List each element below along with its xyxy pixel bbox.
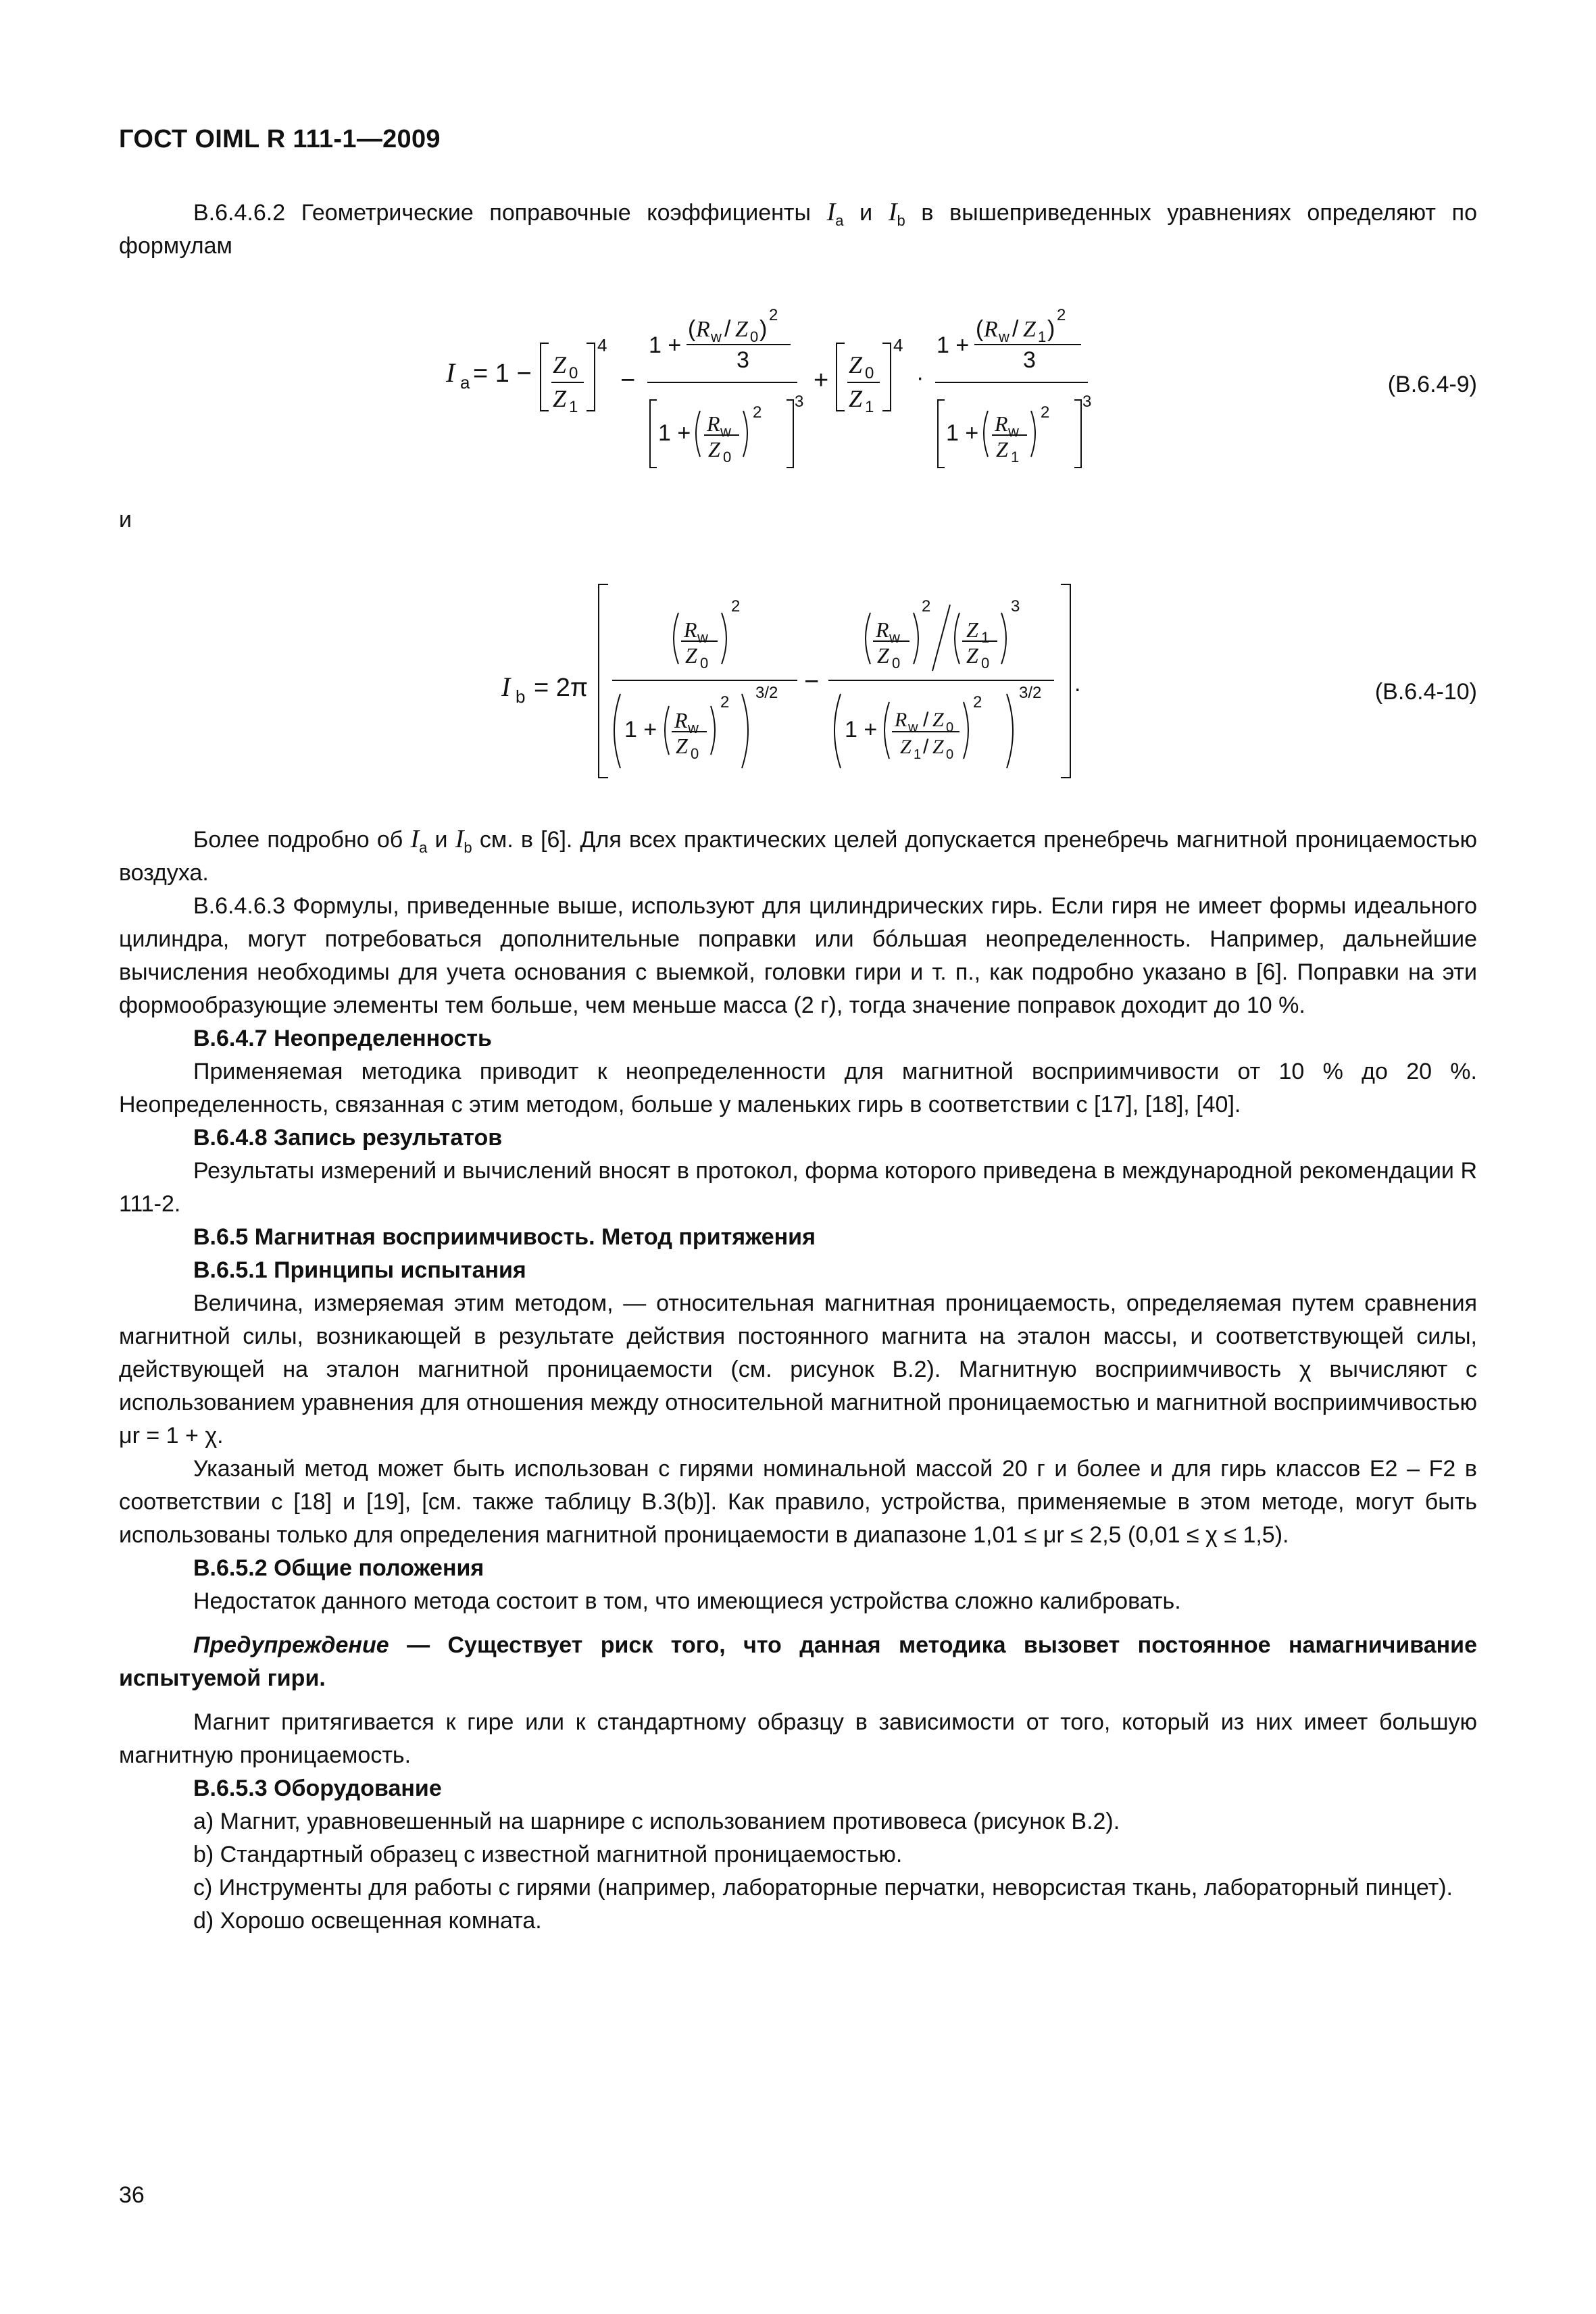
f2-exp3: 3 bbox=[1011, 597, 1020, 615]
svg-text:R: R bbox=[895, 709, 907, 731]
warning-lead: Предупреждение bbox=[193, 1632, 389, 1658]
formula-b649 bbox=[0, 291, 1596, 486]
svg-text:2: 2 bbox=[1057, 306, 1066, 324]
svg-text:w: w bbox=[697, 629, 708, 646]
svg-text:/: / bbox=[923, 736, 929, 758]
svg-text:.: . bbox=[1074, 671, 1081, 697]
svg-text:2: 2 bbox=[922, 597, 931, 615]
svg-text:3: 3 bbox=[1023, 347, 1036, 373]
svg-text:R: R bbox=[696, 317, 710, 342]
svg-text:·: · bbox=[916, 365, 924, 391]
paragraph-p2: В.6.4.6.3 Формулы, приведенные выше, используют для цилиндрических гирь. Если гиря не имеет формы идеального цилиндра, могут потребоваться дополнительные поправки или бóльшая неопределенность. Например, дальнейшие вычисления необходимы для учета основания с выемкой, головки гири и т. п., как подробно указано в [6]. Поправки на эти формообразующие элементы тем больше, чем меньше масса (2 г), тогда значение поправок доходит до 10 %. bbox=[119, 893, 1477, 1018]
f1-z0-a: Z bbox=[553, 351, 567, 378]
symbol-ia: I bbox=[826, 198, 836, 226]
svg-text:−: − bbox=[620, 366, 636, 395]
svg-text:w: w bbox=[1008, 423, 1019, 440]
f2-lhs-sub: b bbox=[516, 686, 526, 707]
svg-text:): ) bbox=[759, 316, 768, 342]
svg-text:Z: Z bbox=[966, 643, 978, 668]
paragraph-p6: Указаный метод может быть использован с гирями номинальной массой 20 г и более и для гирь классов E2 – F2 в соответствии с [18] и [19], [см. также таблицу В.3(b)]. Как правило, устройства, применяемые в этом методе, могут быть использованы только для определения магнитной проницаемости в диапазоне 1,01 ≤ μr ≤ 2,5 (0,01 ≤ χ ≤ 1,5). bbox=[119, 1456, 1477, 1548]
f2-oneplus-a: 1 + bbox=[624, 717, 657, 743]
svg-text:w: w bbox=[720, 423, 731, 440]
f1-eq: = 1 − bbox=[473, 359, 532, 388]
svg-text:Z: Z bbox=[996, 437, 1008, 461]
svg-text:0: 0 bbox=[691, 745, 699, 762]
svg-text:2: 2 bbox=[731, 597, 741, 615]
p1-pre: Более подробно об bbox=[193, 827, 411, 853]
f1-exp4-a: 4 bbox=[597, 335, 607, 355]
paragraph-p3: Применяемая методика приводит к неопределенности для магнитной восприимчивости от 10 % до 20 %. Неопределенность, связанная с этим методом, больше у маленьких гирь в соответствии с [17], [18], [40]. bbox=[119, 1059, 1477, 1117]
svg-text:1 +: 1 + bbox=[658, 420, 691, 446]
svg-text:3: 3 bbox=[795, 393, 804, 411]
svg-text:Z: Z bbox=[1023, 317, 1036, 342]
svg-text:2: 2 bbox=[720, 693, 730, 711]
svg-text:2: 2 bbox=[769, 306, 778, 324]
formula-b649-graphic bbox=[0, 291, 1596, 486]
svg-text:(: ( bbox=[976, 316, 984, 342]
heading-b647: В.6.4.7 Неопределенность bbox=[193, 1026, 492, 1051]
svg-text:1: 1 bbox=[569, 398, 578, 416]
svg-text:1: 1 bbox=[865, 398, 874, 416]
f1-oneplus-a: 1 + bbox=[649, 332, 682, 358]
svg-text:0: 0 bbox=[892, 655, 901, 672]
body-text bbox=[119, 823, 1477, 1938]
svg-text:0: 0 bbox=[946, 720, 954, 735]
list-item-b: b) Стандартный образец с известной магнитной проницаемостью. bbox=[193, 1842, 903, 1867]
intro-paragraph bbox=[119, 196, 1477, 263]
symbol-ia-sub: a bbox=[835, 211, 844, 229]
p1-post: см. в [6]. Для всех практических целей допускается пренебречь магнитной проницаемостью воздуха. bbox=[119, 827, 1477, 886]
formula-b6410-graphic bbox=[0, 578, 1596, 787]
f1-lhs-sub: a bbox=[460, 372, 470, 393]
warning-text: — Существует риск того, что данная методика вызовет постоянное намагничивание испытуемой гири. bbox=[119, 1632, 1477, 1691]
paragraph-p7: Недостаток данного метода состоит в том, что имеющиеся устройства сложно калибровать. bbox=[193, 1588, 1181, 1614]
svg-text:0: 0 bbox=[946, 747, 954, 762]
paragraph-p5: Величина, измеряемая этим методом, — относительная магнитная проницаемость, определяемая путем сравнения магнитной силы, возникающей в результате действия постоянного магнита на эталон массы, и соответствующей силы, действующей на эталон магнитной проницаемости (см. рисунок В.2). Магнитную восприимчивость χ вычисляют с использованием уравнения для отношения между относительной магнитной проницаемостью и магнитной восприимчивостью μr = 1 + χ. bbox=[119, 1290, 1477, 1449]
heading-b653: В.6.5.3 Оборудование bbox=[193, 1776, 442, 1801]
svg-text:1: 1 bbox=[981, 629, 990, 646]
f1-lhs: I bbox=[446, 357, 455, 388]
svg-text:Z: Z bbox=[676, 734, 688, 758]
svg-text:R: R bbox=[684, 618, 697, 642]
list-item-c: c) Инструменты для работы с гирями (например, лабораторные перчатки, неворсистая ткань, лабораторный пинцет). bbox=[193, 1875, 1453, 1901]
heading-b65: В.6.5 Магнитная восприимчивость. Метод притяжения bbox=[193, 1224, 816, 1250]
formula-b6410 bbox=[0, 578, 1596, 787]
svg-text:1: 1 bbox=[1011, 449, 1020, 466]
svg-text:w: w bbox=[688, 720, 699, 736]
svg-text:R: R bbox=[674, 708, 688, 732]
svg-text:0: 0 bbox=[569, 364, 578, 382]
f2-eq: = 2π bbox=[534, 674, 589, 702]
svg-text:Z: Z bbox=[708, 437, 720, 461]
svg-text:0: 0 bbox=[723, 449, 732, 466]
svg-text:4: 4 bbox=[893, 335, 903, 355]
f1-three-a: 3 bbox=[737, 347, 749, 373]
svg-text:w: w bbox=[999, 328, 1009, 345]
svg-text:1: 1 bbox=[914, 747, 922, 762]
svg-text:0: 0 bbox=[750, 328, 759, 345]
svg-text:1 +: 1 + bbox=[845, 717, 878, 743]
heading-b648: В.6.4.8 Запись результатов bbox=[193, 1125, 503, 1151]
f2-lhs: I bbox=[501, 672, 511, 702]
svg-text:+: + bbox=[814, 366, 829, 395]
svg-text:3: 3 bbox=[1082, 393, 1092, 411]
paragraph-p4: Результаты измерений и вычислений вносят в протокол, форма которого приведена в международной рекомендации R 111-2. bbox=[119, 1158, 1477, 1217]
svg-text:w: w bbox=[908, 720, 918, 735]
p1-mid: и bbox=[427, 827, 455, 853]
f2-exp32-a: 3/2 bbox=[755, 684, 778, 702]
svg-text:0: 0 bbox=[865, 364, 874, 382]
intro-text-pre: В.6.4.6.2 Геометрические поправочные коэффициенты bbox=[193, 200, 827, 226]
formula-b6410-label: (В.6.4-10) bbox=[1374, 679, 1477, 705]
heading-b652: В.6.5.2 Общие положения bbox=[193, 1555, 484, 1581]
f1-z1-a: Z bbox=[553, 385, 567, 412]
svg-text:Z: Z bbox=[966, 618, 978, 642]
svg-text:Z: Z bbox=[849, 385, 863, 412]
svg-text:1 +: 1 + bbox=[937, 332, 970, 358]
svg-text:Z: Z bbox=[735, 317, 748, 342]
svg-text:/: / bbox=[724, 316, 731, 342]
svg-text:Z: Z bbox=[877, 643, 889, 668]
svg-text:R: R bbox=[984, 317, 998, 342]
svg-text:0: 0 bbox=[981, 655, 990, 672]
page-number: 36 bbox=[119, 2182, 145, 2208]
svg-text:/: / bbox=[1012, 316, 1019, 342]
svg-text:2: 2 bbox=[1041, 403, 1050, 422]
svg-text:R: R bbox=[876, 618, 889, 642]
svg-text:R: R bbox=[995, 411, 1008, 436]
svg-text:Z: Z bbox=[900, 736, 912, 758]
svg-text:): ) bbox=[1047, 316, 1055, 342]
heading-b651: В.6.5.1 Принципы испытания bbox=[193, 1257, 526, 1283]
svg-text:w: w bbox=[889, 629, 900, 646]
svg-text:3/2: 3/2 bbox=[1019, 684, 1042, 702]
svg-text:Z: Z bbox=[932, 709, 944, 731]
svg-text:R: R bbox=[707, 411, 720, 436]
list-item-d: d) Хорошо освещенная комната. bbox=[193, 1908, 542, 1934]
svg-text:Z: Z bbox=[932, 736, 944, 758]
svg-text:−: − bbox=[804, 668, 820, 696]
svg-text:1: 1 bbox=[1038, 328, 1047, 345]
svg-text:Z: Z bbox=[685, 643, 697, 668]
conjunction: и bbox=[119, 507, 132, 532]
document-header: ГОСТ OIML R 111-1—2009 bbox=[119, 125, 441, 153]
symbol-ib: I bbox=[888, 198, 897, 226]
paragraph-p8: Магнит притягивается к гире или к стандартному образцу в зависимости от того, который из них имеет большую магнитную проницаемость. bbox=[119, 1709, 1477, 1768]
formula-b649-label: (В.6.4-9) bbox=[1387, 372, 1477, 397]
svg-text:2: 2 bbox=[753, 403, 762, 422]
svg-text:0: 0 bbox=[700, 655, 709, 672]
list-item-a: a) Магнит, уравновешенный на шарнире с использованием противовеса (рисунок В.2). bbox=[193, 1809, 1120, 1834]
svg-text:w: w bbox=[711, 328, 722, 345]
symbol-ib-sub: b bbox=[897, 211, 905, 229]
svg-text:(: ( bbox=[688, 316, 696, 342]
warning-paragraph bbox=[119, 1629, 1477, 1695]
paragraph-p1: Более подробно об $I_a$ и $I_b$ см. в [6]. Для всех практических целей допускается пренебречь магнитной проницаемостью воздуха. bbox=[119, 825, 1477, 886]
intro-text-post: в вышеприведенных уравнениях определяют по формулам bbox=[119, 200, 1477, 259]
svg-text:/: / bbox=[923, 709, 929, 731]
svg-text:1 +: 1 + bbox=[946, 420, 979, 446]
intro-text-and: и bbox=[843, 200, 889, 226]
svg-text:2: 2 bbox=[973, 693, 982, 711]
svg-text:Z: Z bbox=[849, 351, 863, 378]
